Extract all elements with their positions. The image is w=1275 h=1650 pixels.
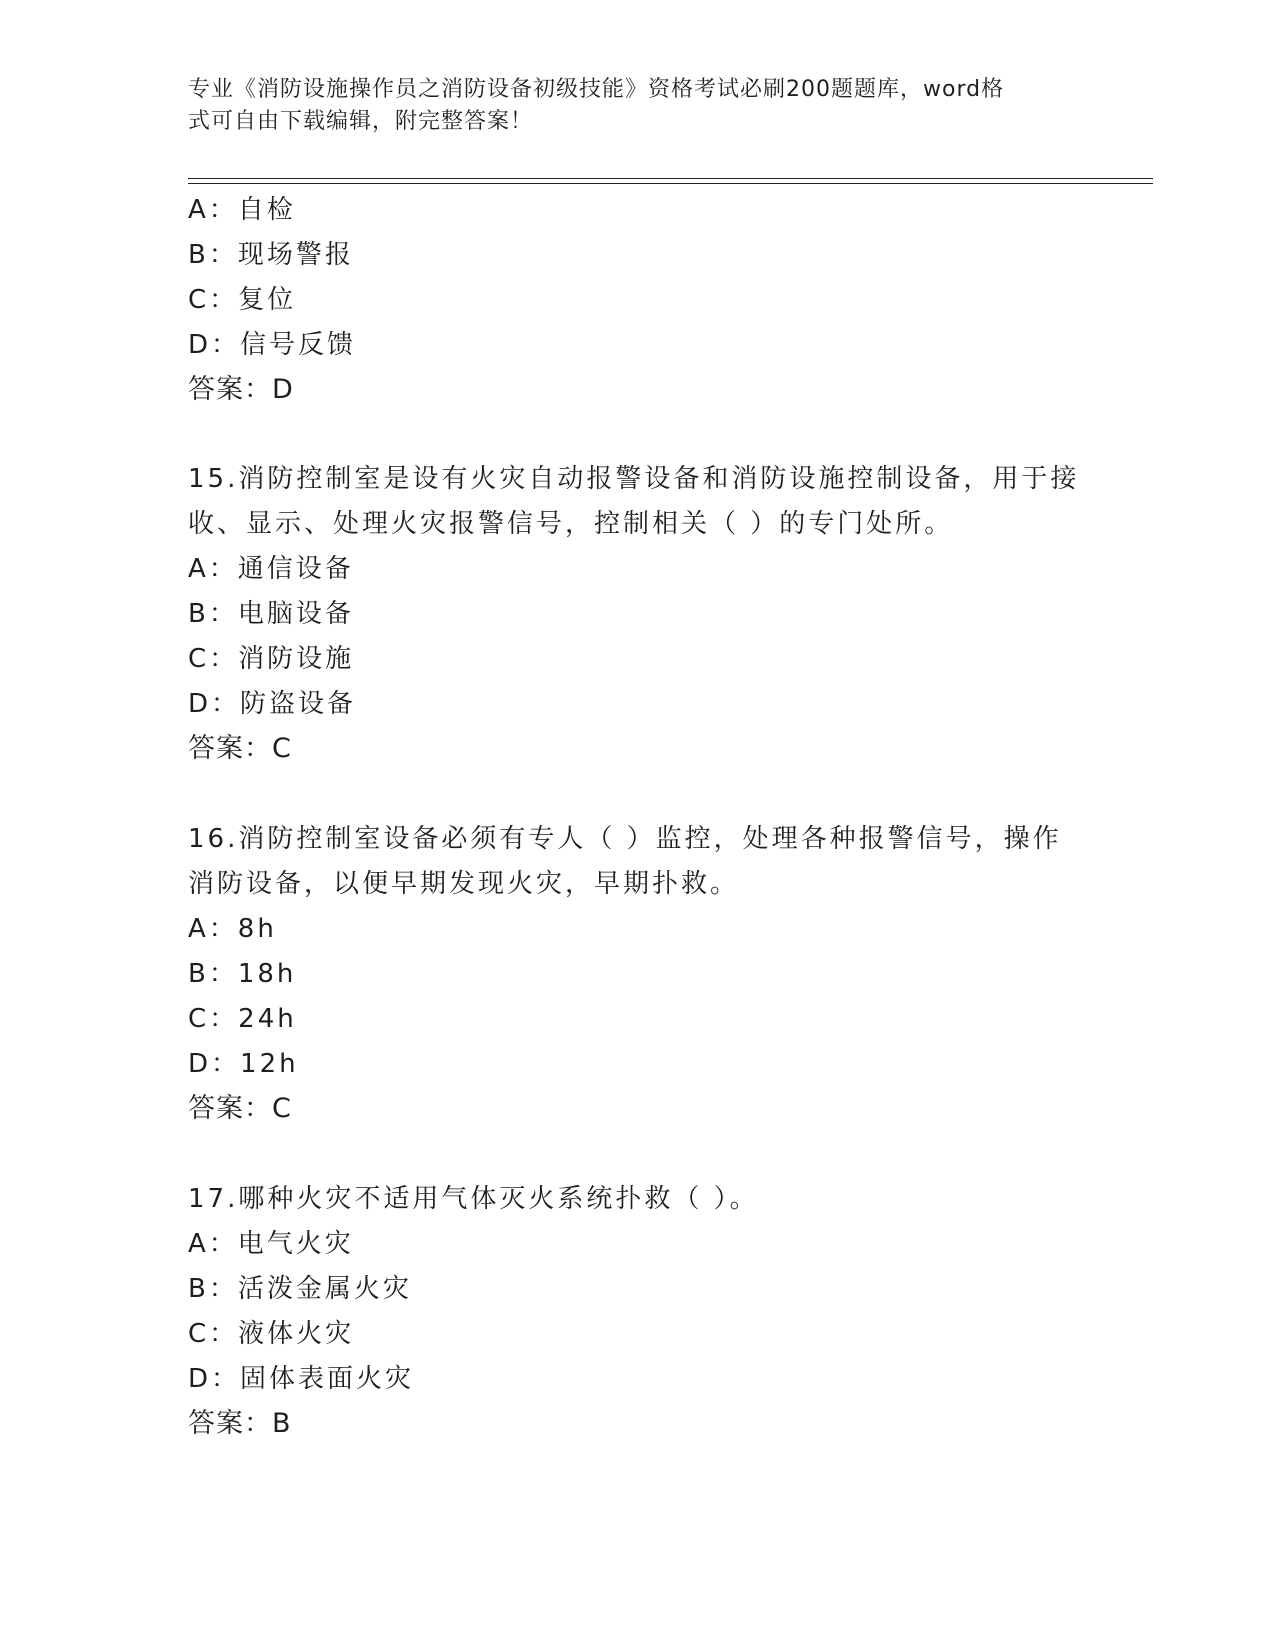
header-divider-bottom: [188, 183, 1153, 184]
document-header: [188, 74, 1068, 138]
header-line-2: 式可自由下载编辑，附完整答案！: [188, 109, 534, 134]
q16-option-c: C：24h: [188, 1004, 297, 1034]
q17-option-b: B：活泼金属火灾: [188, 1274, 412, 1304]
q14-answer: 答案：D: [188, 374, 294, 405]
q15-answer: 答案：C: [188, 733, 292, 764]
q15-option-a: A：通信设备: [188, 554, 354, 584]
header-divider-top: [188, 178, 1153, 179]
q15-option-b: B：电脑设备: [188, 599, 354, 629]
q16-stem-line-2: 消防设备，以便早期发现火灾，早期扑救。: [188, 869, 740, 899]
q16-option-b: B：18h: [188, 959, 297, 989]
q14-option-c: C：复位: [188, 285, 297, 315]
q15-stem-line-1: 15.消防控制室是设有火灾自动报警设备和消防设施控制设备，用于接: [188, 464, 1080, 494]
q17-option-d: D：固体表面火灾: [188, 1364, 415, 1394]
q14-option-d: D：信号反馈: [188, 330, 357, 360]
q14-option-a: A：自检: [188, 195, 296, 225]
q15-stem-line-2: 收、显示、处理火灾报警信号，控制相关（ ）的专门处所。: [188, 509, 954, 539]
q17-option-a: A：电气火灾: [188, 1229, 354, 1259]
q17-stem-line-1: 17.哪种火灾不适用气体灭火系统扑救（ ）。: [188, 1184, 759, 1214]
q17-option-c: C：液体火灾: [188, 1319, 355, 1349]
header-line-1: 专业《消防设施操作员之消防设备初级技能》资格考试必刷200题题库，word格: [188, 77, 1005, 102]
q16-option-d: D：12h: [188, 1049, 299, 1079]
q16-stem-line-1: 16.消防控制室设备必须有专人（ ）监控，处理各种报警信号，操作: [188, 824, 1062, 854]
q16-option-a: A：8h: [188, 914, 277, 944]
q17-answer: 答案：B: [188, 1408, 292, 1439]
q16-answer: 答案：C: [188, 1093, 292, 1124]
q15-option-c: C：消防设施: [188, 644, 355, 674]
q14-option-b: B：现场警报: [188, 240, 354, 270]
q15-option-d: D：防盗设备: [188, 689, 357, 719]
